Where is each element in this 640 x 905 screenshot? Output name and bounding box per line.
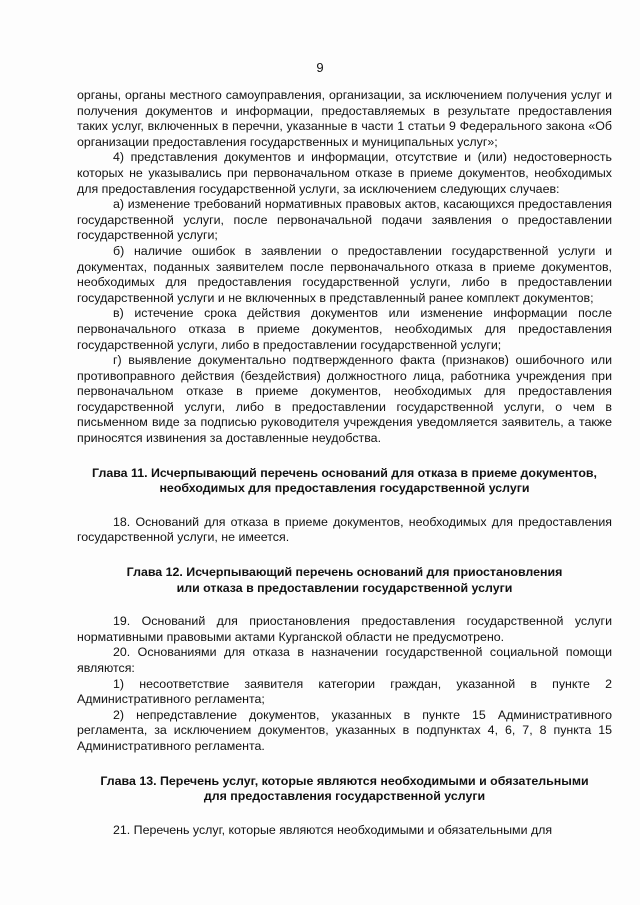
paragraph-continuation: органы, органы местного самоуправления, организации, за исключением получения услуг и получения документов и информации, предоставляемых в результате предоставления таких услуг, включенных в перечни, указанные в части 1 статьи 9 Федерального закона «Об организации предоставления государственных и муниципальных услуг»; bbox=[77, 88, 612, 149]
paragraph-subitem-a: а) изменение требований нормативных правовых актов, касающихся предоставления государственной услуги, после первоначальной подачи заявления о предоставлении государственной услуги; bbox=[77, 197, 612, 243]
paragraph-18: 18. Оснований для отказа в приеме документов, необходимых для предоставления государственной услуги, не имеется. bbox=[77, 514, 612, 545]
paragraph-subitem-g: г) выявление документально подтвержденного факта (признаков) ошибочного или противоправного действия (бездействия) должностного лица, работника учреждения при первоначальном отказе в приеме документов, необходимых для предоставления государственной услуги, либо в предоставлении государственной услуги, о чем в письменном виде за подписью руководителя учреждения уведомляется заявитель, а также приносятся извинения за доставленные неудобства. bbox=[77, 353, 612, 446]
paragraph-subitem-v: в) истечение срока действия документов или изменение информации после первоначального отказа в приеме документов, необходимых для предоставления государственной услуги, либо в предоставлении государственной услуги; bbox=[77, 306, 612, 352]
chapter-11-heading bbox=[77, 466, 612, 497]
paragraph-subitem-b: б) наличие ошибок в заявлении о предоставлении государственной услуги и документах, поданных заявителем после первоначального отказа в приеме документов, необходимых для предоставления государственной услуги, либо в предоставлении государственной услуги и не включенных в представленный ранее комплект документов; bbox=[77, 243, 612, 305]
paragraph-20-item-2: 2) непредставление документов, указанных в пункте 15 Административного регламента, за исключением документов, указанных в подпунктах 4, 6, 7, 8 пункта 15 Административного регламента. bbox=[77, 707, 612, 753]
page-number: 9 bbox=[316, 60, 324, 75]
document-body bbox=[77, 88, 612, 838]
chapter-11-heading-line-1: Глава 11. Исчерпывающий перечень оснований для отказа в приеме документов, bbox=[92, 465, 597, 480]
chapter-13-heading-line-2: для предоставления государственной услуги bbox=[203, 789, 486, 804]
paragraph-20: 20. Основаниями для отказа в назначении государственной социальной помощи являются: bbox=[77, 645, 612, 675]
chapter-12-heading-line-2: или отказа в предоставлении государственной услуги bbox=[176, 580, 513, 595]
chapter-12-heading-line-1: Глава 12. Исчерпывающий перечень оснований для приостановления bbox=[126, 565, 563, 580]
paragraph-item-4: 4) представления документов и информации, отсутствие и (или) недостоверность которых не указывались при первоначальном отказе в приеме документов, необходимых для предоставления государственной услуги, за исключением следующих случаев: bbox=[77, 150, 612, 196]
chapter-11-heading-line-2: необходимых для предоставления государственной услуги bbox=[159, 481, 530, 496]
chapter-13-heading-line-1: Глава 13. Перечень услуг, которые являются необходимыми и обязательными bbox=[100, 773, 589, 788]
paragraph-20-item-1: 1) несоответствие заявителя категории граждан, указанной в пункте 2 Административного регламента; bbox=[77, 676, 612, 707]
paragraph-19: 19. Оснований для приостановления предоставления государственной услуги нормативными правовыми актами Курганской области не предусмотрено. bbox=[77, 614, 612, 644]
chapter-12-heading bbox=[77, 565, 612, 596]
chapter-13-heading bbox=[77, 774, 612, 805]
paragraph-21: 21. Перечень услуг, которые являются необходимыми и обязательными для bbox=[113, 822, 553, 837]
